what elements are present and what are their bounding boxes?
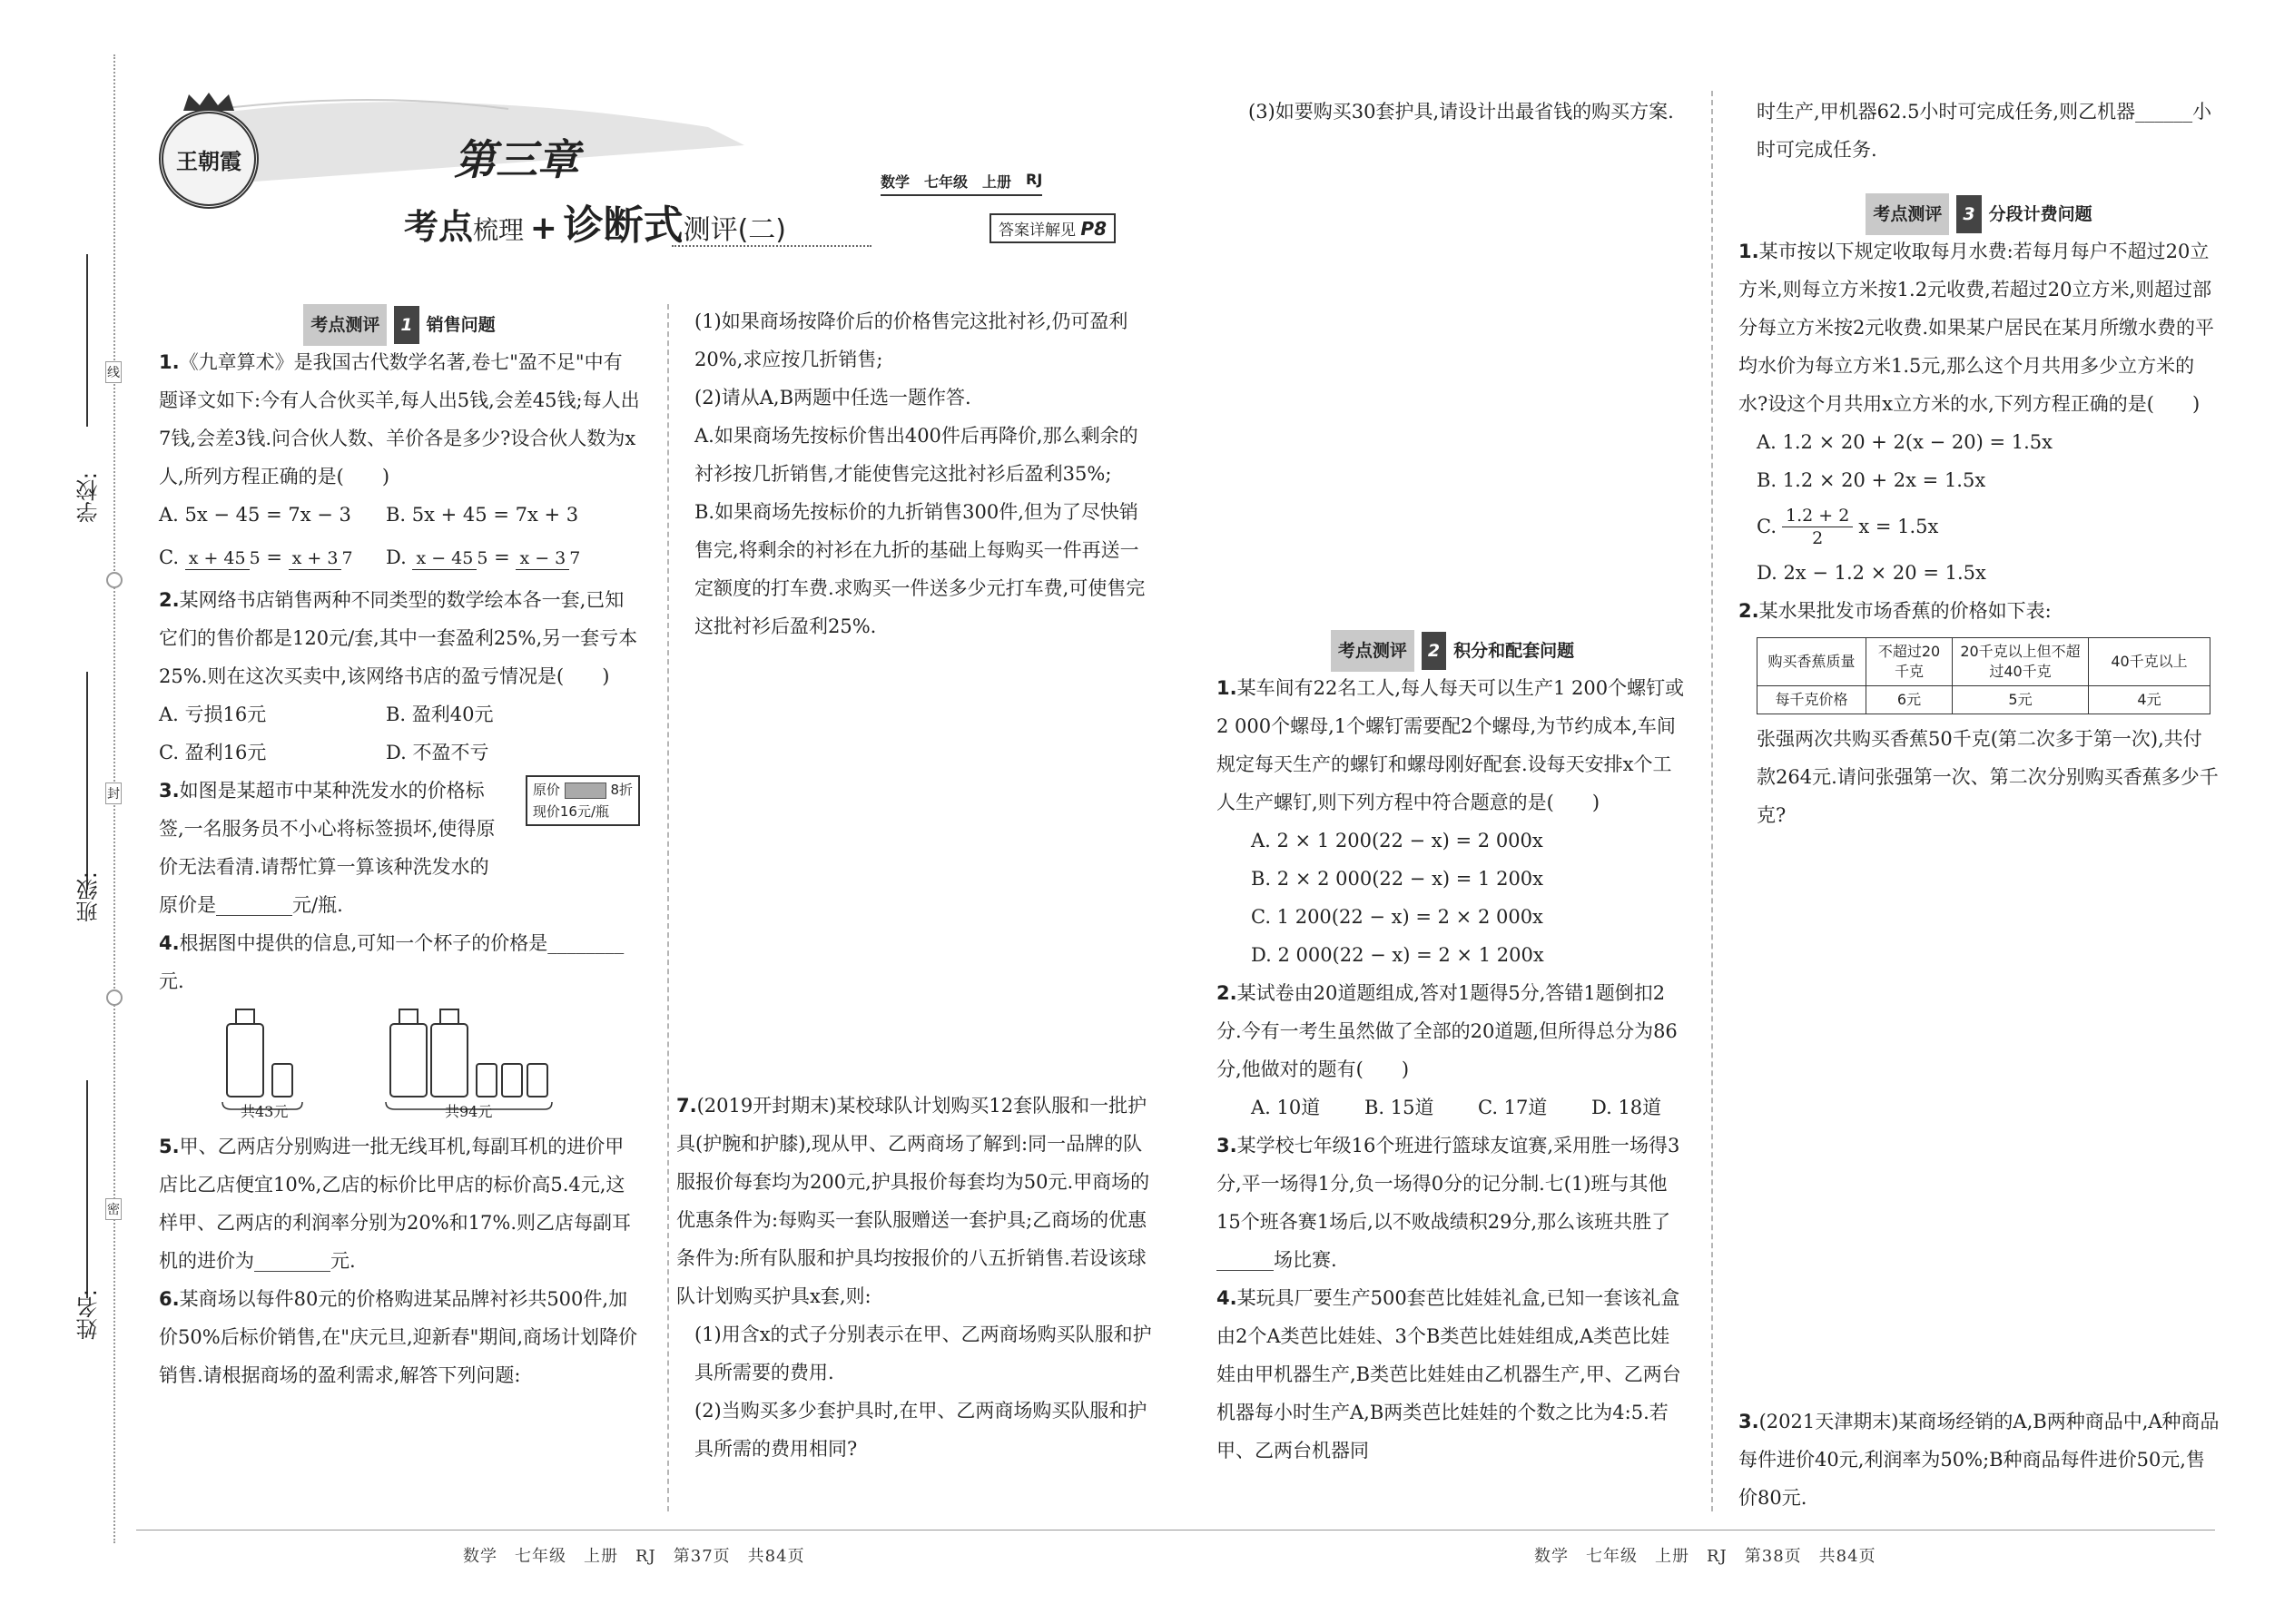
seal-mark-line: 线: [105, 361, 122, 383]
q4-continued: 时生产,甲机器62.5小时可完成任务,则乙机器______小时可完成任务.: [1757, 101, 2212, 161]
q6-part1: (1)如果商场按降价后的价格售完这批衬衫,仍可盈利20%,求应按几折销售;: [694, 310, 1128, 370]
question-1: 1.《九章算术》是我国古代数学名著,卷七"盈不足"中有题译文如下:今有人合伙买羊,每人出5钱,会差45钱;每人出7钱,会差3钱.问合伙人数、羊价各是多少?设合伙人数为x人,所列方程正确的是( ): [159, 351, 640, 487]
q6-option-b: B.如果商场先按标价的九折销售300件,但为了尽快销售完,将剩余的衬衫在九折的基础上每购买一件再送一定额度的打车费.求购买一件送多少元打车费,可使售完这批衬衫后盈利25%.: [694, 501, 1146, 637]
column-middle-lower: [676, 1087, 1153, 1468]
options-row: A. 5x − 45 = 7x − 3 B. 5x + 45 = 7x + 3: [159, 504, 579, 526]
q7-part3: (3)如要购买30套护具,请设计出最省钱的购买方案.: [1248, 101, 1674, 123]
column-left: [159, 307, 640, 1394]
question-2: 2.某试卷由20道题组成,答对1题得5分,答错1题倒扣2分.今有一考生虽然做了全部的20道题,但所得总分为86分,他做对的题有( ): [1216, 982, 1678, 1080]
question-4: 4.某玩具厂要生产500套芭比娃娃礼盒,已知一套该礼盒由2个A类芭比娃娃、3个B类芭比娃娃组成,A类芭比娃娃由甲机器生产,B类芭比娃娃由乙机器生产,甲、乙两台机器每小时生产A,B两类芭比娃娃的个数之比为4:5.若甲、乙两台机器同: [1216, 1287, 1681, 1462]
q6-option-a: A.如果商场先按标价售出400件后再降价,那么剩余的衬衫按几折销售,才能使售完这批衬衫后盈利35%;: [694, 425, 1138, 485]
brand-logo-text: 王朝霞: [176, 147, 241, 174]
column-right-2-lower: [1738, 1403, 2220, 1517]
section-header-points: 考点测评 2 积分和配套问题: [1216, 633, 1689, 669]
page-footer-left: 数学 七年级 上册 RJ 第37页 共84页: [463, 1547, 805, 1566]
section-header-sales: 考点测评 1 销售问题: [159, 307, 640, 343]
answer-reference: 答案详解见 P8: [989, 213, 1116, 243]
book-meta: 数学 七年级 上册 RJ: [881, 171, 1042, 196]
question-3: 3.某学校七年级16个班进行篮球友谊赛,采用胜一场得3分,平一场得1分,负一场得0分的记分制.七(1)班与其他15个班各赛1场后,以不败战绩积29分,那么该班共胜了______场比赛.: [1216, 1135, 1680, 1271]
question-1: 1.某市按以下规定收取每月水费:若每月每户不超过20立方米,则每立方米按1.2元收费,若超过20立方米,则超过部分每立方米按2元收费.如果某户居民在某月所缴水费的平均水价为每立方米1.5元,那么这个月共用多少立方米的水?设这个月共用x立方米的水,下列方程正确的是( ): [1738, 241, 2215, 415]
column-right-2: 时生产,甲机器62.5小时可完成任务,则乙机器______小时可完成任务. 考点测评 3 分段计费问题 1.某市按以下规定收取每月水费:若每月每户不超过20立方米,则每立方米按1.2元收费,若超过20立方米,则超过部分每立方米按2元收费.如果某户居民在某月所缴水费的平均水价为每立方米1.5元,那么这个月共用多少立方米的水?设这个月共用x立方米的水,下列方程正确的是( ) A. 1.2 × 20 + 2(x − 20) = 1.5x B. 1.2 × 20 + 2x = 1.5x C. $\frac{1.2 + 2}{2}$ x = 1.5x D. 2x − 1.2 × 20 = 1.5x 2.某水果批发市场香蕉的价格如下表: 购买香蕉质量 不超过20千克 20千克以上但不超过40千克 40千克以上 每千克价格 6元 5元 4元 张强两次共购买香蕉50千克(第二次多于第一次),共付款264元.请问张强第一次、第二次分别购买香蕉多少千克?: [1738, 93, 2220, 834]
page-header: [145, 91, 1162, 272]
question-3: 原价 8折 现价16元/瓶 3.如图是某超市中某种洗发水的价格标签,一名服务员不小心将标签损坏,使得原价无法看清.请帮忙算一算该种洗发水的原价是________元/瓶.: [159, 772, 640, 924]
circle-icon: [106, 989, 123, 1006]
question-4: 4.根据图中提供的信息,可知一个杯子的价格是________元.: [159, 932, 625, 992]
q7-part1: (1)用含x的式子分别表示在甲、乙两商场购买队服和护具所需要的费用.: [694, 1324, 1152, 1383]
name-label: 姓名:: [76, 1289, 102, 1341]
question-3: 3.(2021天津期末)某商场经销的A,B两种商品中,A种商品每件进价40元,利润率为50%;B种商品每件进价50元,售价80元.: [1738, 1411, 2220, 1509]
seal-mark-seal: 封: [105, 782, 122, 804]
q6-part2: (2)请从A,B两题中任选一题作答.: [694, 387, 971, 408]
question-2: 2.某水果批发市场香蕉的价格如下表:: [1738, 600, 2052, 622]
circle-icon: [106, 572, 123, 588]
table-row: 每千克价格 6元 5元 4元: [1757, 686, 2210, 714]
section-header-segment: 考点测评 3 分段计费问题: [1738, 196, 2220, 232]
page-title: 考点梳理 + 诊断式测评(二): [404, 202, 786, 249]
question-7: 7.(2019开封期末)某校球队计划购买12套队服和一批护具(护腕和护膝),现从甲、乙两商场了解到:同一品牌的队服报价每套均为200元,护具报价每套均为50元.甲商场的优惠条件为:每购买一套队服赠送一套护具;乙商场的优惠条件为:所有队服和护具均按报价的八五折销售.若设该球队计划购买护具x套,则:: [676, 1095, 1150, 1307]
table-row: 购买香蕉质量 不超过20千克 20千克以上但不超过40千克 40千克以上: [1757, 638, 2210, 686]
seal-mark-secret: 密: [105, 1198, 122, 1220]
q7-part2: (2)当购买多少套护具时,在甲、乙两商场购买队服和护具所需的费用相同?: [694, 1400, 1147, 1460]
question-1: 1.某车间有22名工人,每人每天可以生产1 200个螺钉或2 000个螺母,1个螺钉需要配2个螺母,为节约成本,车间规定每天生产的螺钉和螺母刚好配套.设每天安排x个工人生产螺钉,则下列方程中符合题意的是( ): [1216, 677, 1685, 813]
school-label: 学校:: [76, 472, 102, 524]
thermos-cup-figure: 共43元 共94元: [159, 1000, 640, 1127]
options-row: A. 10道 B. 15道 C. 17道 D. 18道: [1251, 1097, 1662, 1118]
column-middle: [694, 302, 1153, 645]
options-row: A. 亏损16元 B. 盈利40元: [159, 704, 494, 725]
banana-price-table: [1757, 637, 2210, 714]
question-6: 6.某商场以每件80元的价格购进某品牌衬衫共500件,加价50%后标价销售,在"庆元旦,迎新春"期间,商场计划降价销售.请根据商场的盈利需求,解答下列问题:: [159, 1288, 638, 1386]
price-tag-figure: 原价 8折 现价16元/瓶: [526, 775, 640, 826]
options-row: C. 盈利16元 D. 不盈不亏: [159, 742, 489, 763]
column-divider: [667, 304, 669, 1511]
chapter-title: 第三章: [454, 135, 579, 184]
page-footer-right: 数学 七年级 上册 RJ 第38页 共84页: [1534, 1547, 1876, 1566]
dotted-divider: [672, 245, 871, 247]
question-2: 2.某网络书店销售两种不同类型的数学绘本各一套,已知它们的售价都是120元/套,其中一套盈利25%,另一套亏本25%.则在这次买卖中,该网络书店的盈亏情况是( ): [159, 589, 638, 687]
crown-icon: [182, 91, 236, 113]
options-row: C. x + 45 5 = x + 3 7 D. x − 45 5 = x − 3 7: [159, 546, 581, 568]
brand-logo: [159, 109, 259, 209]
binding-margin: [0, 0, 136, 1624]
class-label: 班级:: [76, 871, 102, 923]
question-5: 5.甲、乙两店分别购进一批无线耳机,每副耳机的进价甲店比乙店便宜10%,乙店的标价比甲店的标价高5.4元,这样甲、乙两店的利润率分别为20%和17%.则乙店每副耳机的进价为________元.: [159, 1136, 632, 1272]
column-right-1: [1230, 93, 1689, 131]
column-right-1-lower: 考点测评 2 积分和配套问题 1.某车间有22名工人,每人每天可以生产1 200个螺钉或2 000个螺母,1个螺钉需要配2个螺母,为节约成本,车间规定每天生产的螺钉和螺母刚好配套.设每天安排x个工人生产螺钉,则下列方程中符合题意的是( ) A. 2 × 1 200(22 − x) = 2 000x B. 2 × 2 000(22 − x) = 1 200x C. 1 200(22 − x) = 2 × 2 000x D. 2 000(22 − x) = 2 × 1 200x 2.某试卷由20道题组成,答对1题得5分,答错1题倒扣2分.今有一考生虽然做了全部的20道题,但所得总分为86分,他做对的题有( ) A. 10道 B. 15道 C. 17道 D. 18道 3.某学校七年级16个班进行篮球友谊赛,采用胜一场得3分,平一场得1分,负一场得0分的记分制.七(1)班与其他15个班各赛1场后,以不败战绩积29分,那么该班共胜了______场比赛. 4.某玩具厂要生产500套芭比娃娃礼盒,已知一套该礼盒由2个A类芭比娃娃、3个B类芭比娃娃组成,A类芭比娃娃由甲机器生产,B类芭比娃娃由乙机器生产,甲、乙两台机器每小时生产A,B两类芭比娃娃的个数之比为4:5.若甲、乙两台机器同: [1216, 633, 1689, 1470]
column-divider: [1711, 91, 1713, 1511]
thermos-illustration: [159, 1000, 613, 1127]
